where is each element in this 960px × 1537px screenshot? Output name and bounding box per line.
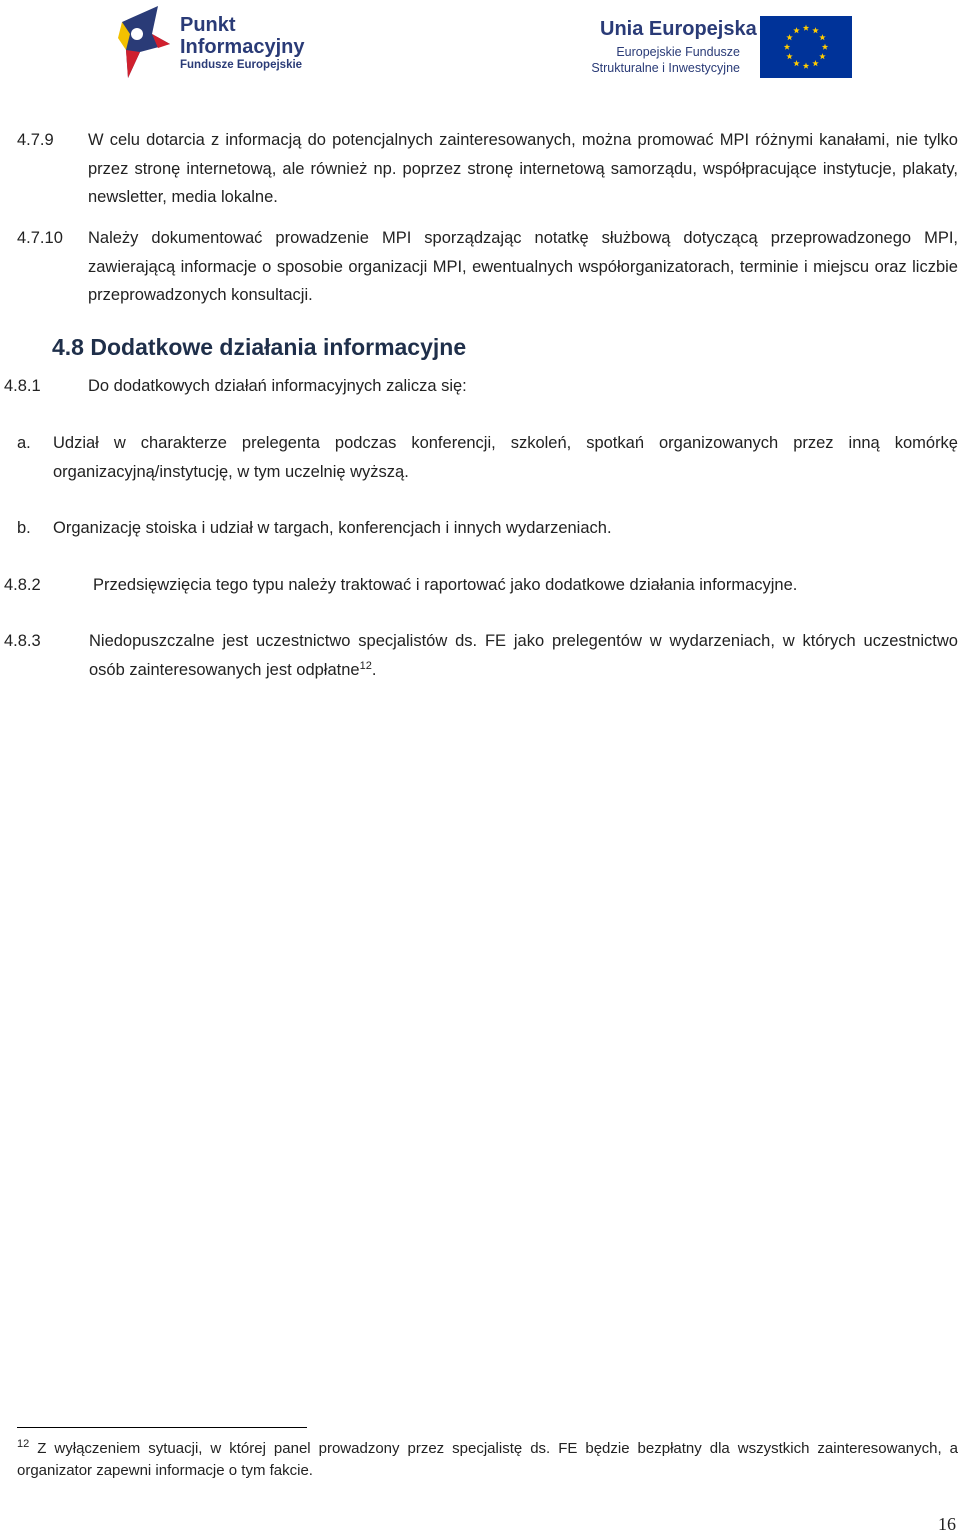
footnote-separator xyxy=(17,1427,307,1428)
punkt-informacyjny-star-icon xyxy=(118,4,174,80)
punkt-informacyjny-title: Punkt Informacyjny xyxy=(180,14,305,58)
unia-europejska-logo xyxy=(584,10,856,80)
footnote xyxy=(17,1438,958,1482)
section-heading-4-8: 4.8 Dodatkowe działania informacyjne xyxy=(52,334,467,360)
paragraph-number: 4.7.10 xyxy=(17,229,63,247)
list-item-a xyxy=(17,429,958,486)
eu-flag-icon xyxy=(760,16,852,78)
paragraph-number: 4.8.3 xyxy=(4,632,41,650)
footnote-reference[interactable]: 12 xyxy=(359,659,372,672)
unia-europejska-subtitle: Europejskie Fundusze Strukturalne i Inwestycyjne xyxy=(591,45,740,75)
paragraph-text: Niedopuszczalne jest uczestnictwo specjalistów ds. FE jako prelegentów w wydarzeniach, w których uczestnictwo osób zainteresowanych jest odpłatne$^{12}$. xyxy=(89,632,958,679)
paragraph-text: W celu dotarcia z informacją do potencjalnych zainteresowanych, można promować MPI różnymi kanałami, nie tylko przez stronę internetową, ale również np. poprzez stronę internetową samorządu, współpracujące instytucje, plakaty, newsletter, media lokalne. xyxy=(88,131,958,206)
punkt-informacyjny-logo xyxy=(118,4,318,80)
page-header xyxy=(0,0,960,90)
page-number: 16 xyxy=(938,1514,956,1534)
list-marker: b. xyxy=(17,519,31,537)
footnote-text: Z wyłączeniem sytuacji, w której panel prowadzony przez specjalistę ds. FE będzie bezpłatny dla wszystkich zainteresowanych, a organizator zapewni informacje o tym fakcie. xyxy=(17,1440,958,1479)
list-item-text: Udział w charakterze prelegenta podczas konferencji, szkoleń, spotkań organizowanych przez inną komórkę organizacyjną/instytucję, w tym uczelnię wyższą. xyxy=(53,434,958,481)
paragraph-number: 4.8.1 xyxy=(4,377,41,395)
paragraph-text: Przedsięwzięcia tego typu należy traktować i raportować jako dodatkowe działania informacyjne. xyxy=(93,576,798,594)
footnote-number: 12 xyxy=(17,1438,30,1450)
paragraph-4-7-9 xyxy=(17,126,958,212)
paragraph-4-8-2 xyxy=(4,571,958,600)
paragraph-text: Do dodatkowych działań informacyjnych zalicza się: xyxy=(88,377,467,395)
paragraph-4-8-3 xyxy=(4,627,958,684)
punkt-informacyjny-subtitle: Fundusze Europejskie xyxy=(180,59,303,71)
paragraph-number: 4.8.2 xyxy=(4,576,41,594)
list-marker: a. xyxy=(17,434,31,452)
unia-europejska-title: Unia Europejska xyxy=(600,18,757,40)
list-item-b xyxy=(17,514,958,543)
paragraph-4-7-10 xyxy=(17,224,958,310)
paragraph-text: Należy dokumentować prowadzenie MPI sporządzając notatkę służbową dotyczącą przeprowadzonego MPI, zawierającą informacje o sposobie organizacji MPI, ewentualnych współorganizatorach, terminie i miejscu oraz liczbie przeprowadzonych konsultacji. xyxy=(88,229,958,304)
paragraph-4-8-1 xyxy=(4,372,958,401)
paragraph-number: 4.7.9 xyxy=(17,131,54,149)
list-item-text: Organizację stoiska i udział w targach, konferencjach i innych wydarzeniach. xyxy=(53,519,612,537)
